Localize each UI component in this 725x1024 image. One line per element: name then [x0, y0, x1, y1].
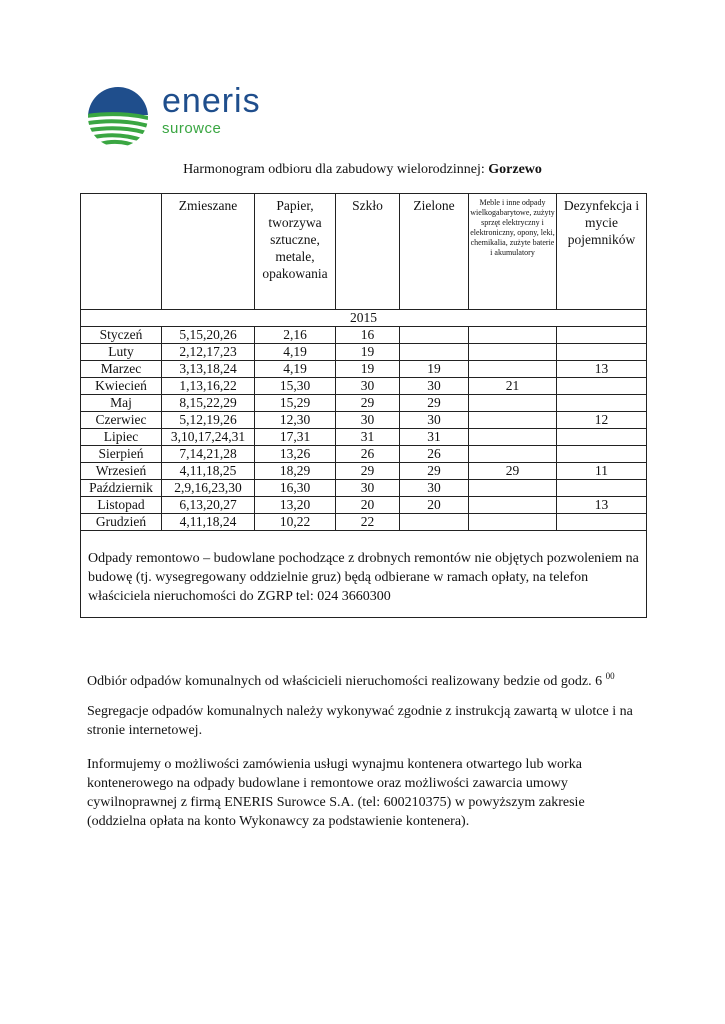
cell-mixed: 2,12,17,23: [162, 344, 255, 361]
renovation-note: Odpady remontowo – budowlane pochodzące z drobnych remontów nie objętych pozwoleniem na budowę (tj. wysegregowany oddzielnie gruz) będą odbierane w ramach opłaty, na telefon właściciela nieruchomości do ZGRP tel: 024 3660300: [81, 531, 647, 618]
table-row: [81, 429, 647, 446]
cell-mixed: 6,13,20,27: [162, 497, 255, 514]
cell-mixed: 3,10,17,24,31: [162, 429, 255, 446]
note-row: [81, 531, 647, 618]
year-label: 2015: [81, 310, 647, 327]
header-bulky: Meble i inne odpady wielkogabarytowe, zużyty sprzęt elektryczny i elektroniczny, opony, leki, chemikalia, zużyte baterie i akumulatory: [469, 194, 557, 310]
cell-disinfection: [557, 378, 647, 395]
cell-bulky: [469, 361, 557, 378]
cell-green: [400, 327, 469, 344]
cell-green: 19: [400, 361, 469, 378]
brand-subtitle: surowce: [162, 120, 222, 137]
cell-disinfection: 13: [557, 497, 647, 514]
cell-paper: 13,26: [255, 446, 336, 463]
cell-mixed: 7,14,21,28: [162, 446, 255, 463]
header-row: [81, 194, 647, 310]
cell-bulky: [469, 327, 557, 344]
cell-paper: 4,19: [255, 344, 336, 361]
cell-month: Listopad: [81, 497, 162, 514]
table-row: [81, 412, 647, 429]
table-row: [81, 378, 647, 395]
collection-hours-paragraph: [87, 667, 647, 691]
cell-green: 31: [400, 429, 469, 446]
cell-bulky: [469, 480, 557, 497]
cell-paper: 13,20: [255, 497, 336, 514]
cell-green: 29: [400, 395, 469, 412]
cell-bulky: [469, 446, 557, 463]
cell-month: Styczeń: [81, 327, 162, 344]
page-title: [0, 162, 725, 178]
cell-mixed: 4,11,18,25: [162, 463, 255, 480]
cell-glass: 29: [336, 395, 400, 412]
cell-paper: 15,30: [255, 378, 336, 395]
cell-glass: 16: [336, 327, 400, 344]
cell-disinfection: [557, 446, 647, 463]
cell-mixed: 3,13,18,24: [162, 361, 255, 378]
container-info-paragraph: Informujemy o możliwości zamówienia usługi wynajmu kontenera otwartego lub worka kontenerowego na odpady budowlane i remontowe oraz możliwości zawarcia umowy cywilnoprawnej z firmą ENERIS Surowce S.A. (tel: 600210375) w powyższym zakresie (oddzielna opłata na konto Wykonawcy za podstawienie kontenera).: [87, 757, 585, 829]
cell-glass: 22: [336, 514, 400, 531]
cell-month: Lipiec: [81, 429, 162, 446]
cell-glass: 31: [336, 429, 400, 446]
cell-disinfection: [557, 344, 647, 361]
cell-bulky: [469, 429, 557, 446]
cell-bulky: [469, 514, 557, 531]
cell-paper: 17,31: [255, 429, 336, 446]
cell-glass: 29: [336, 463, 400, 480]
table-row: [81, 446, 647, 463]
table-row: [81, 514, 647, 531]
header-paper: Papier, tworzywa sztuczne, metale, opakowania: [255, 194, 336, 310]
cell-month: Marzec: [81, 361, 162, 378]
header-disinfection: Dezynfekcja i mycie pojemników: [557, 194, 647, 310]
cell-month: Grudzień: [81, 514, 162, 531]
table-row: [81, 361, 647, 378]
header-green: Zielone: [400, 194, 469, 310]
collection-hours-text: Odbiór odpadów komunalnych od właścicieli nieruchomości realizowany bedzie od godz. 6: [87, 674, 603, 689]
title-prefix: Harmonogram odbioru dla zabudowy wielorodzinnej:: [183, 162, 489, 177]
cell-month: Luty: [81, 344, 162, 361]
header-glass: Szkło: [336, 194, 400, 310]
cell-paper: 16,30: [255, 480, 336, 497]
cell-green: [400, 344, 469, 361]
header-month: [81, 194, 162, 310]
cell-month: Maj: [81, 395, 162, 412]
cell-mixed: 1,13,16,22: [162, 378, 255, 395]
brand-name: eneris: [162, 82, 261, 120]
table-row: [81, 327, 647, 344]
cell-green: 29: [400, 463, 469, 480]
header-mixed: Zmieszane: [162, 194, 255, 310]
cell-glass: 30: [336, 412, 400, 429]
segregation-paragraph: Segregacje odpadów komunalnych należy wykonywać zgodnie z instrukcją zawartą w ulotce i na stronie internetowej.: [87, 704, 633, 738]
cell-paper: 12,30: [255, 412, 336, 429]
collection-hours-minutes: 00: [605, 671, 615, 681]
cell-green: 30: [400, 378, 469, 395]
cell-paper: 18,29: [255, 463, 336, 480]
cell-month: Wrzesień: [81, 463, 162, 480]
cell-month: Sierpień: [81, 446, 162, 463]
cell-mixed: 8,15,22,29: [162, 395, 255, 412]
cell-glass: 26: [336, 446, 400, 463]
schedule-table-wrap: [80, 193, 646, 618]
cell-disinfection: 13: [557, 361, 647, 378]
cell-green: 26: [400, 446, 469, 463]
cell-paper: 10,22: [255, 514, 336, 531]
cell-glass: 30: [336, 480, 400, 497]
schedule-table: [80, 193, 647, 618]
table-row: [81, 395, 647, 412]
cell-month: Kwiecień: [81, 378, 162, 395]
table-row: [81, 344, 647, 361]
cell-glass: 19: [336, 361, 400, 378]
cell-bulky: 21: [469, 378, 557, 395]
table-row: [81, 463, 647, 480]
cell-disinfection: [557, 327, 647, 344]
cell-mixed: 5,15,20,26: [162, 327, 255, 344]
cell-bulky: [469, 497, 557, 514]
cell-glass: 30: [336, 378, 400, 395]
cell-glass: 19: [336, 344, 400, 361]
cell-bulky: 29: [469, 463, 557, 480]
cell-bulky: [469, 412, 557, 429]
year-row: [81, 310, 647, 327]
eneris-logo-icon: [86, 85, 158, 149]
cell-disinfection: [557, 395, 647, 412]
title-location: Gorzewo: [488, 162, 542, 177]
cell-mixed: 5,12,19,26: [162, 412, 255, 429]
table-row: [81, 497, 647, 514]
cell-paper: 4,19: [255, 361, 336, 378]
cell-green: 30: [400, 412, 469, 429]
cell-green: 30: [400, 480, 469, 497]
cell-green: 20: [400, 497, 469, 514]
cell-disinfection: [557, 480, 647, 497]
cell-bulky: [469, 395, 557, 412]
cell-paper: 2,16: [255, 327, 336, 344]
cell-disinfection: 12: [557, 412, 647, 429]
table-row: [81, 480, 647, 497]
cell-disinfection: 11: [557, 463, 647, 480]
cell-disinfection: [557, 429, 647, 446]
cell-paper: 15,29: [255, 395, 336, 412]
cell-month: Październik: [81, 480, 162, 497]
cell-bulky: [469, 344, 557, 361]
cell-glass: 20: [336, 497, 400, 514]
cell-mixed: 2,9,16,23,30: [162, 480, 255, 497]
cell-green: [400, 514, 469, 531]
cell-month: Czerwiec: [81, 412, 162, 429]
cell-disinfection: [557, 514, 647, 531]
cell-mixed: 4,11,18,24: [162, 514, 255, 531]
